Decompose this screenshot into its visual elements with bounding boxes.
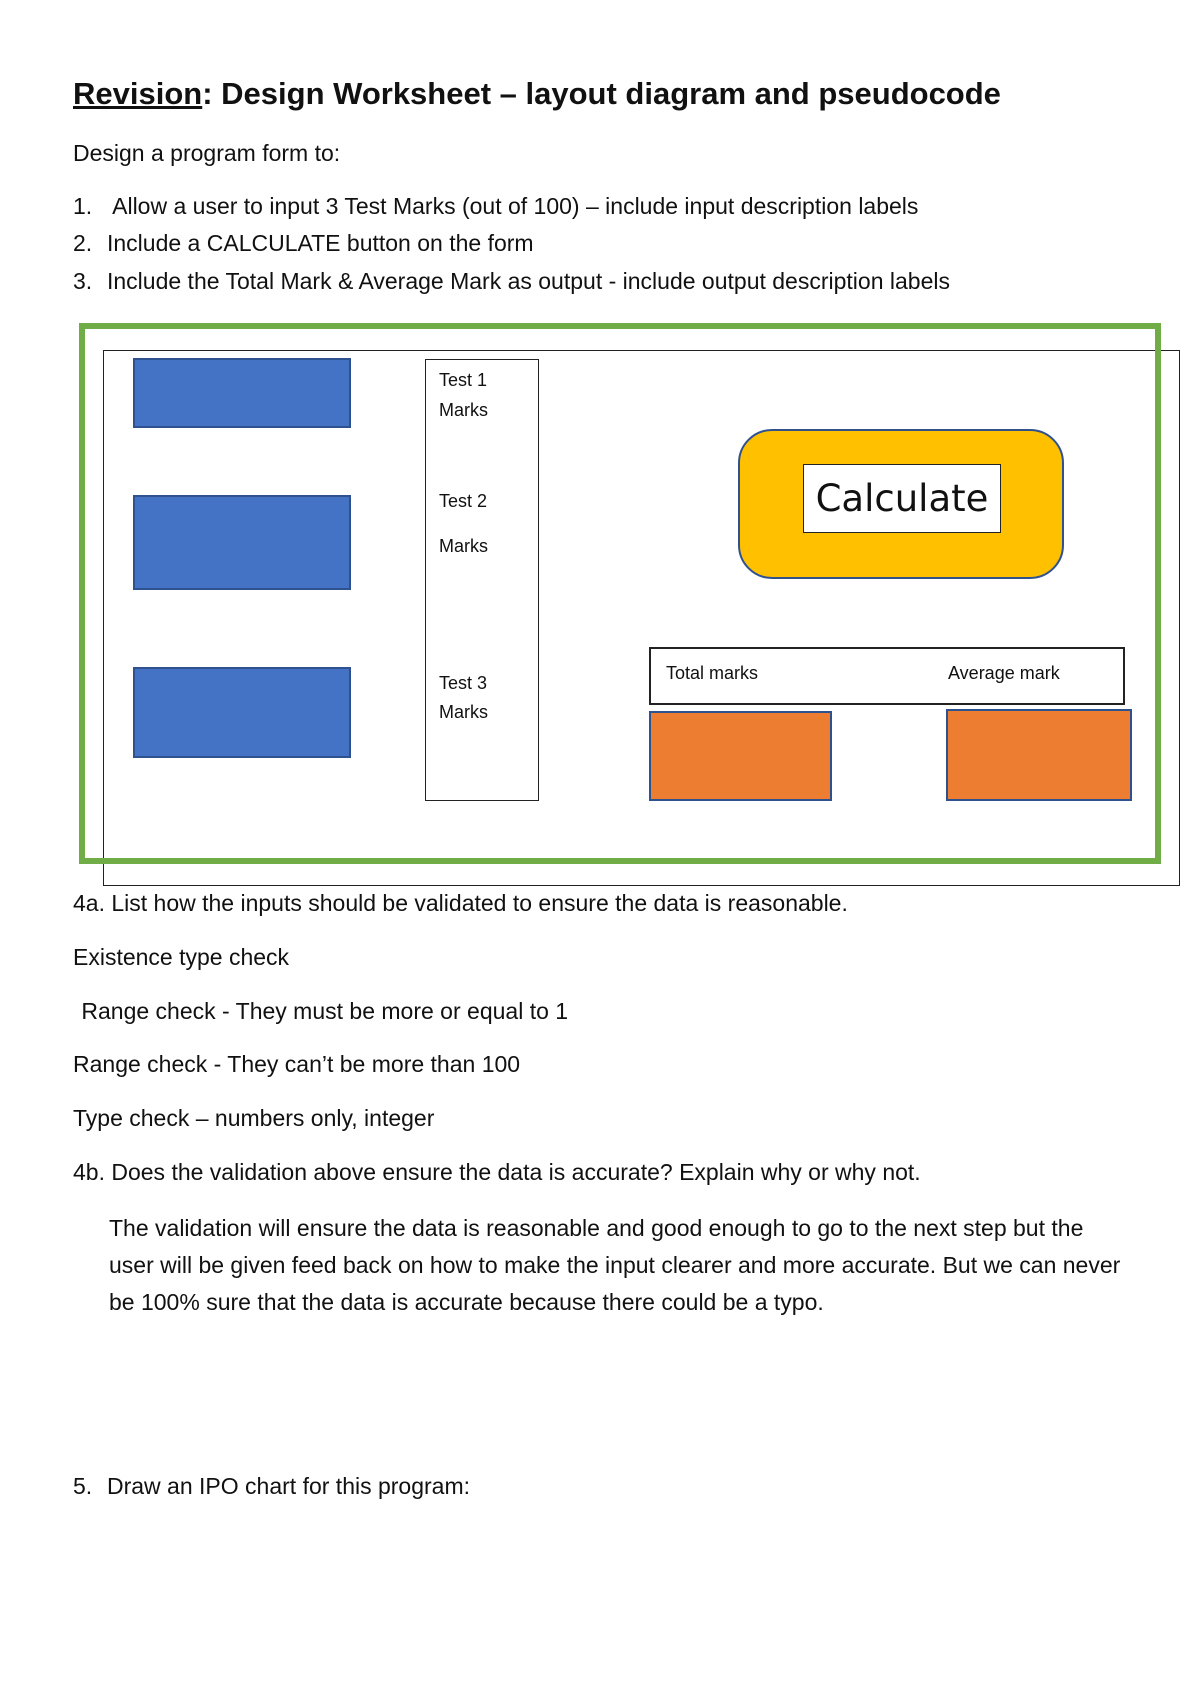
intro-text: Design a program form to:	[73, 140, 341, 166]
label-test3: Test 3	[439, 673, 488, 693]
test3-input-box	[133, 667, 351, 758]
output-labels-bar	[649, 647, 1125, 705]
q4a-answer-4: Type check – numbers only, integer	[73, 1105, 435, 1131]
average-output-box	[946, 709, 1132, 801]
label-test1: Test 1	[439, 370, 488, 390]
q4a-answer-2: Range check - They must be more or equal to 1	[75, 998, 569, 1024]
input-labels-panel	[425, 359, 539, 801]
title-revision: Revision	[73, 76, 203, 111]
test1-input-box	[133, 358, 351, 428]
label-test2: Test 2	[439, 491, 488, 511]
q4a-answer-3: Range check - They can’t be more than 100	[73, 1051, 521, 1077]
worksheet-title	[73, 76, 1001, 112]
requirement-3: 3. Include the Total Mark & Average Mark as output - include output description labels	[73, 268, 950, 294]
label-test1-marks: Marks	[439, 400, 488, 420]
q4b-answer: The validation will ensure the data is reasonable and good enough to go to the next step but the user will be given feed back on how to make the input clearer and more accurate. But we can never be 100% sure that the data is accurate because there could be a typo.	[109, 1215, 1121, 1315]
q5-question: 5. Draw an IPO chart for this program:	[73, 1473, 471, 1499]
requirement-1: 1. Allow a user to input 3 Test Marks (out of 100) – include input description labels	[73, 193, 919, 219]
q4a-question: 4a. List how the inputs should be validated to ensure the data is reasonable.	[73, 890, 848, 916]
label-test2-marks: Marks	[439, 536, 488, 556]
calculate-label: Calculate	[803, 464, 1001, 533]
test2-input-box	[133, 495, 351, 590]
requirement-2: 2. Include a CALCULATE button on the form	[73, 230, 534, 256]
q4a-answer-1: Existence type check	[73, 944, 290, 970]
q4b-question: 4b. Does the validation above ensure the data is accurate? Explain why or why not.	[73, 1159, 921, 1185]
label-test3-marks: Marks	[439, 702, 488, 722]
label-average-mark: Average mark	[948, 663, 1060, 683]
label-total-marks: Total marks	[666, 663, 759, 683]
title-rest: : Design Worksheet – layout diagram and pseudocode	[202, 76, 1001, 111]
calculate-button-shape	[738, 429, 1064, 579]
total-output-box	[649, 711, 832, 801]
